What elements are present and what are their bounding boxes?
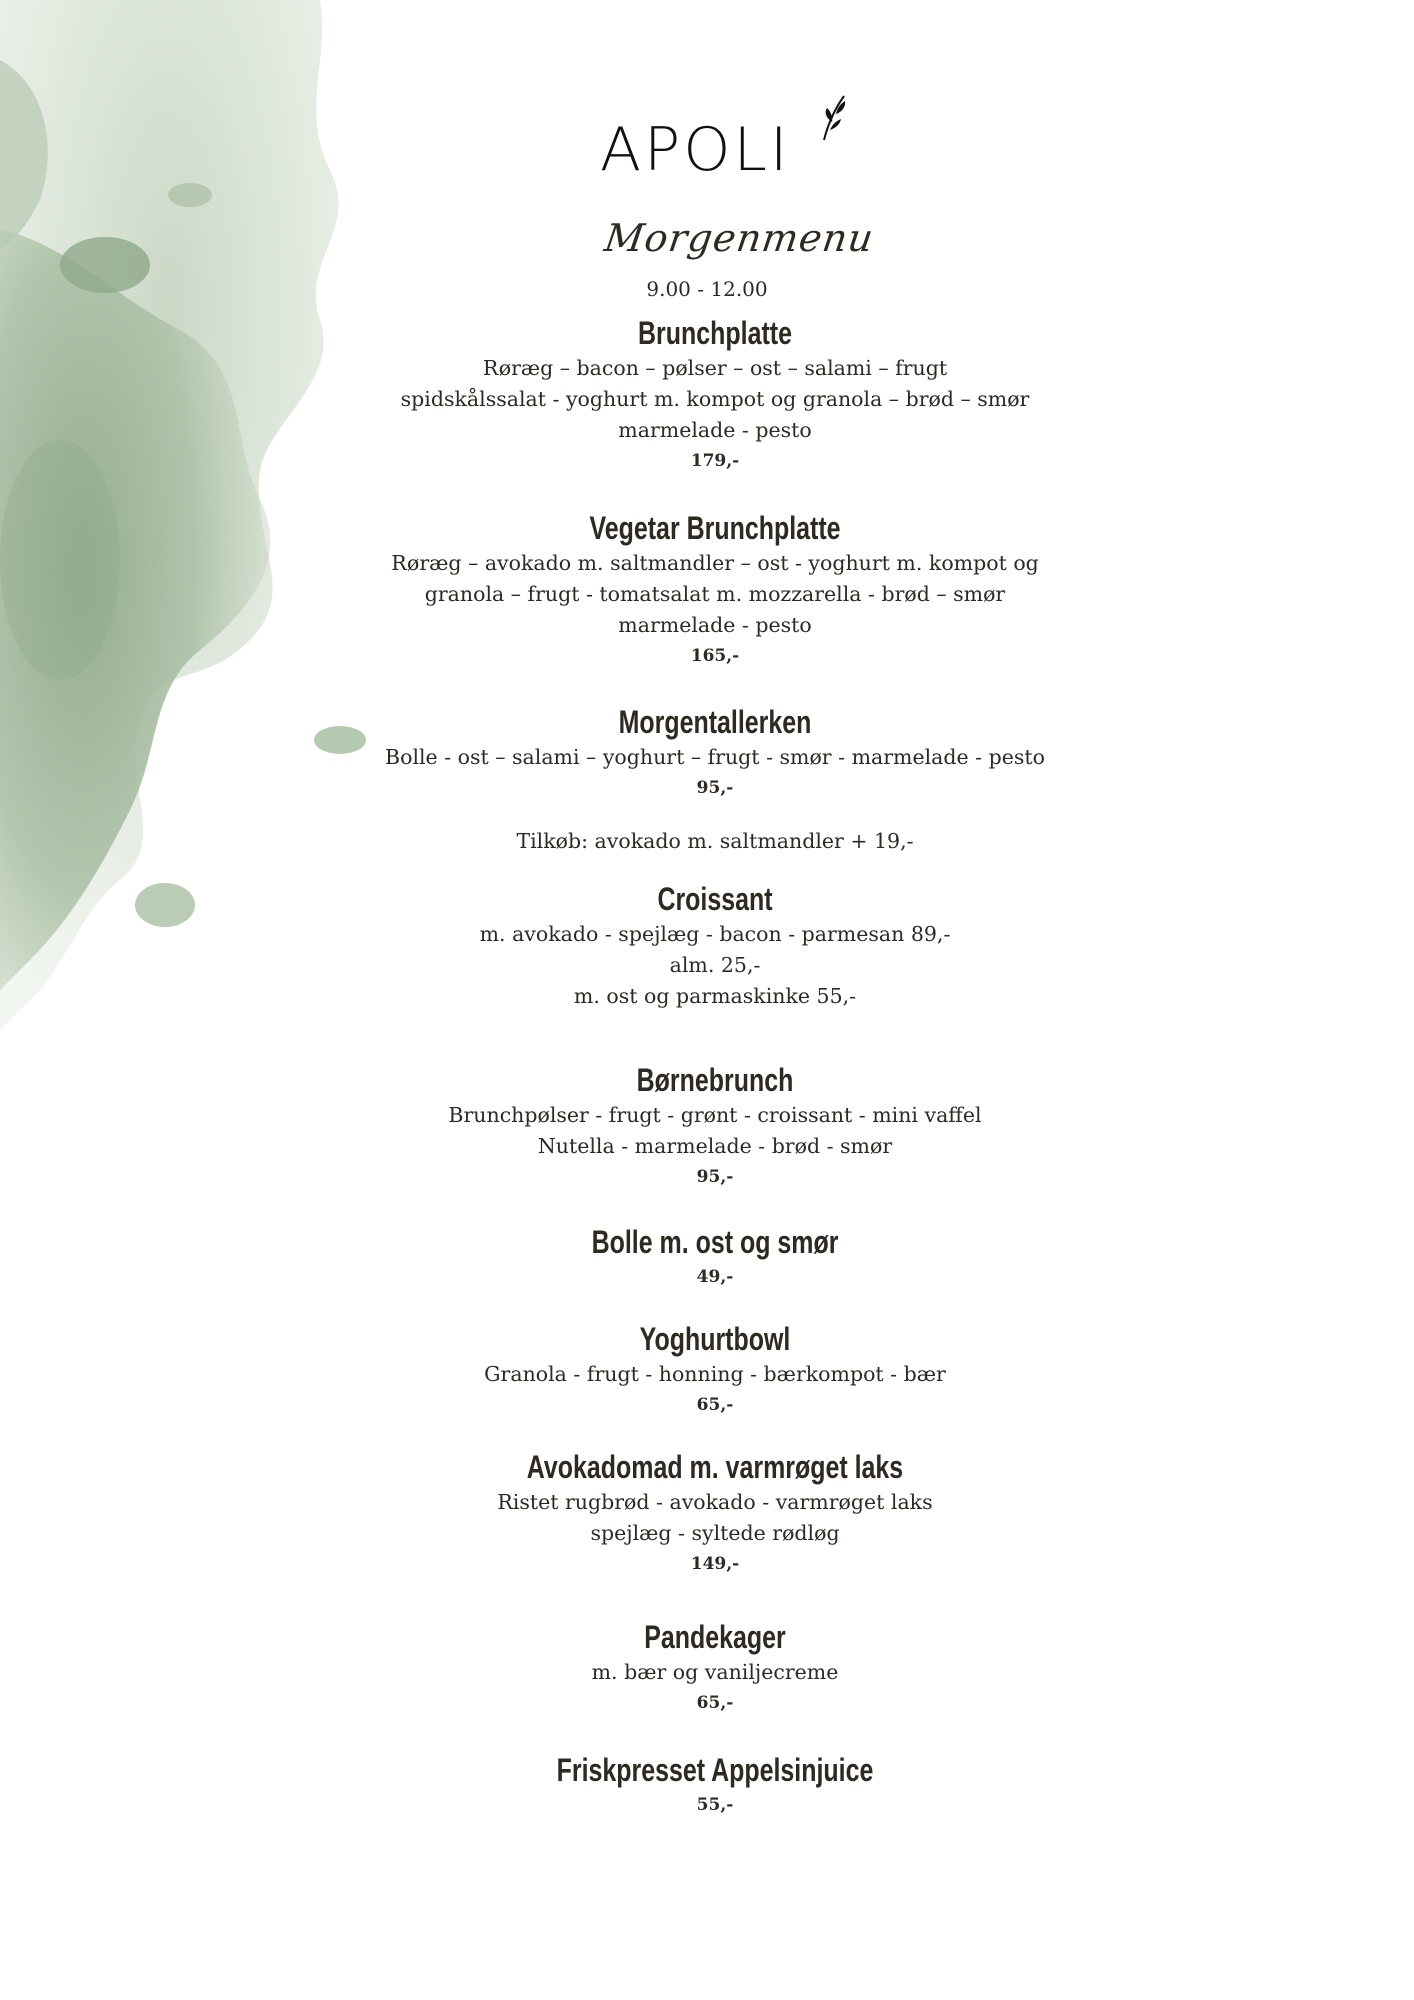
item-description: Ristet rugbrød - avokado - varmrøget laks — [497, 1490, 933, 1514]
menu-addon-note — [300, 826, 1130, 857]
item-description: spejlæg - syltede rødløg — [590, 1521, 840, 1545]
menu-item-bornebrunch — [300, 1060, 1130, 1192]
menu-item-morgentallerken — [300, 702, 1130, 803]
menu-item-yoghurtbowl — [300, 1319, 1130, 1420]
menu-item-vegetar-brunchplatte — [300, 508, 1130, 671]
leaf-icon — [818, 92, 858, 142]
item-description: Bolle - ost – salami – yoghurt – frugt - smør - marmelade - pesto — [385, 745, 1045, 769]
item-title: Brunchplatte — [638, 315, 792, 351]
menu-item-appelsinjuice — [300, 1750, 1130, 1820]
item-description: m. bær og vaniljecreme — [591, 1660, 839, 1684]
item-price: 65,- — [696, 1395, 734, 1415]
item-description: granola – frugt - tomatsalat m. mozzarella - brød – smør — [424, 582, 1006, 606]
item-description: spidskålssalat - yoghurt m. kompot og granola – brød – smør — [400, 387, 1030, 411]
menu-item-bolle — [300, 1222, 1130, 1292]
item-price: 149,- — [690, 1554, 740, 1574]
item-price: 95,- — [696, 1167, 734, 1187]
item-title: Vegetar Brunchplatte — [589, 510, 841, 546]
item-description: Granola - frugt - honning - bærkompot - bær — [484, 1362, 946, 1386]
menu-item-avokadomad — [300, 1447, 1130, 1579]
item-description: marmelade - pesto — [618, 613, 812, 637]
item-price: 49,- — [696, 1267, 734, 1287]
menu-item-croissant — [300, 879, 1130, 1012]
item-description: alm. 25,- — [669, 953, 761, 977]
item-description: m. avokado - spejlæg - bacon - parmesan 89,- — [479, 922, 951, 946]
logo — [600, 115, 860, 185]
menu-item-brunchplatte — [300, 313, 1130, 476]
item-title: Croissant — [657, 881, 773, 917]
item-title: Børnebrunch — [636, 1062, 794, 1098]
item-description: marmelade - pesto — [618, 418, 812, 442]
item-description: Røræg – avokado m. saltmandler – ost - yoghurt m. kompot og — [391, 551, 1039, 575]
item-title: Yoghurtbowl — [639, 1321, 791, 1357]
item-description: m. ost og parmaskinke 55,- — [573, 984, 857, 1008]
item-price: 65,- — [696, 1693, 734, 1713]
menu-subtitle: Morgenmenu — [601, 216, 877, 260]
addon-description: Tilkøb: avokado m. saltmandler + 19,- — [516, 829, 914, 853]
opening-hours: 9.00 - 12.00 — [646, 277, 768, 301]
item-title: Avokadomad m. varmrøget laks — [526, 1449, 904, 1485]
item-price: 165,- — [690, 646, 740, 666]
item-title: Friskpresset Appelsinjuice — [556, 1752, 874, 1788]
item-description: Nutella - marmelade - brød - smør — [537, 1134, 893, 1158]
item-title: Bolle m. ost og smør — [591, 1224, 839, 1260]
item-price: 95,- — [696, 778, 734, 798]
item-price: 179,- — [690, 451, 740, 471]
item-title: Morgentallerken — [618, 704, 812, 740]
menu-item-pandekager — [300, 1617, 1130, 1718]
item-price: 55,- — [696, 1795, 734, 1815]
item-description: Brunchpølser - frugt - grønt - croissant - mini vaffel — [448, 1103, 982, 1127]
brand-name: APOLI — [600, 115, 791, 185]
item-title: Pandekager — [644, 1619, 786, 1655]
item-description: Røræg – bacon – pølser – ost – salami – frugt — [482, 356, 948, 380]
